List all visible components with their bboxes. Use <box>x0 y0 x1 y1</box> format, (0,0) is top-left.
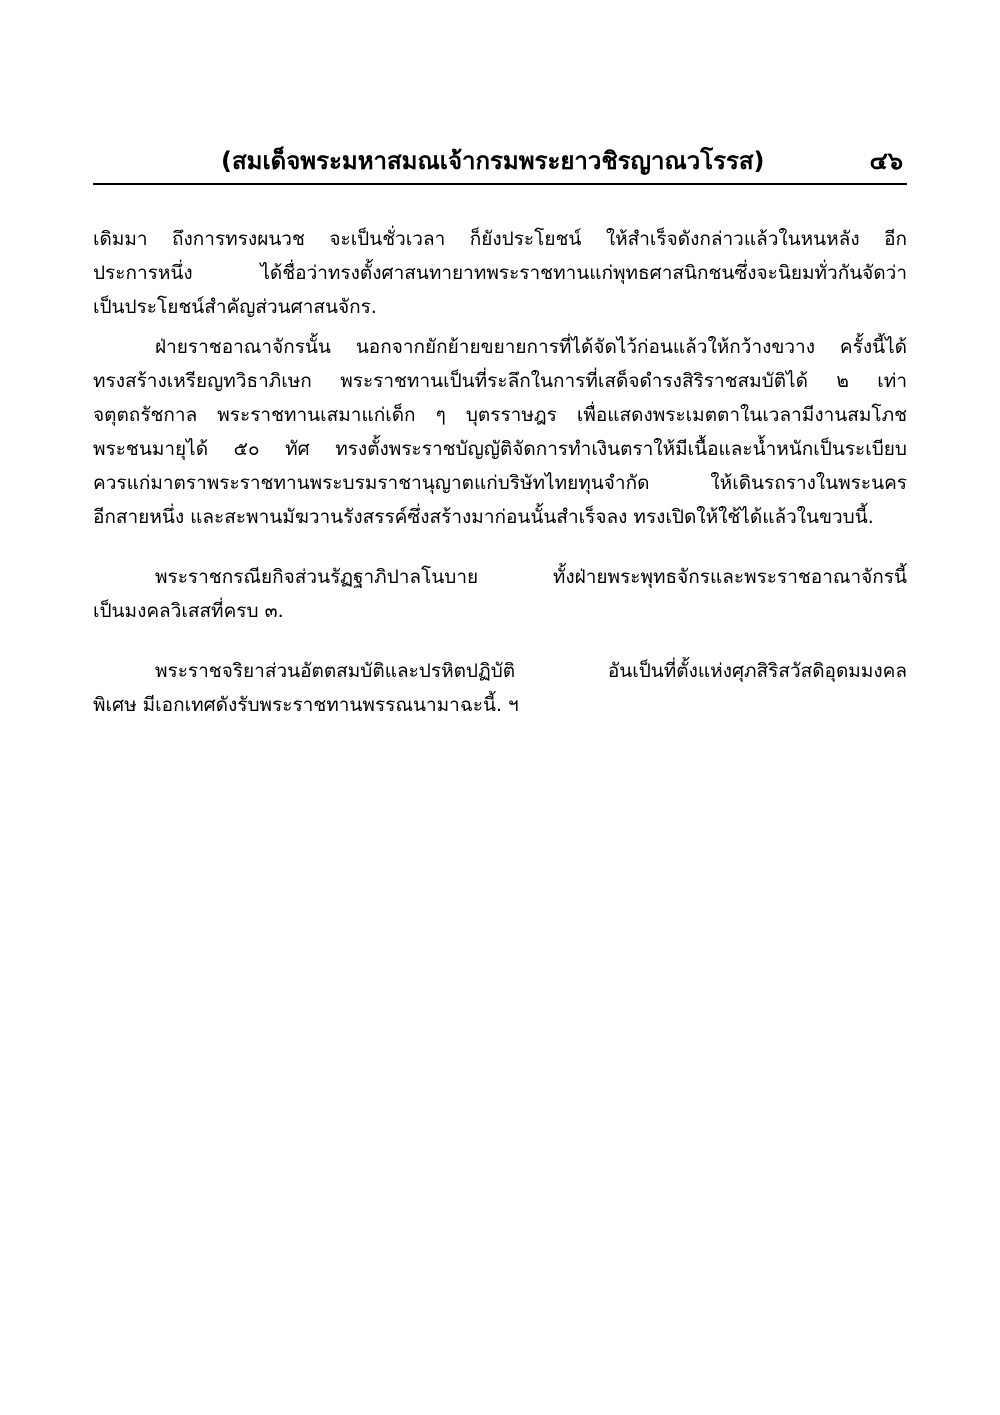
page-header <box>93 143 907 185</box>
text-line: พระราชจริยาส่วนอัตตสมบัติและปรหิตปฏิบัติ อันเป็นที่ตั้งแห่งศุภสิริสวัสดิอุดมมงคล <box>155 660 907 682</box>
paragraph-spacer <box>93 628 907 654</box>
text-line: จตุตถรัชกาล พระราชทานเสมาแก่เด็ก ๆ บุตรราษฎร เพื่อแสดงพระเมตตาในเวลามีงานสมโภช <box>93 404 907 426</box>
text-line: เดิมมา ถึงการทรงผนวช จะเป็นชั่วเวลา ก็ยังประโยชน์ ให้สำเร็จดังกล่าวแล้วในหนหลัง อีก <box>93 228 907 250</box>
paragraph-spacer <box>93 534 907 560</box>
text-line: พระชนมายุได้ ๕๐ ทัศ ทรงตั้งพระราชบัญญัติจัดการทำเงินตราให้มีเนื้อและน้ำหนักเป็นระเบียบ <box>93 438 907 460</box>
paragraph-3 <box>93 560 907 628</box>
text-line: พิเศษ มีเอกเทศดังรับพระราชทานพรรณนามาฉะนี้. ฯ <box>93 694 519 716</box>
text-line: เป็นมงคลวิเสสที่ครบ ๓. <box>93 600 284 622</box>
paragraph-2 <box>93 330 907 534</box>
text-line: อีกสายหนึ่ง และสะพานมัฆวานรังสรรค์ซึ่งสร้างมาก่อนนั้นสำเร็จลง ทรงเปิดให้ใช้ได้แล้วในขวบนี้. <box>93 506 874 528</box>
header-title: (สมเด็จพระมหาสมณเจ้ากรมพระยาวชิรญาณวโรรส) <box>221 147 765 175</box>
text-line: ทรงสร้างเหรียญทวิธาภิเษก พระราชทานเป็นที่ระลึกในการที่เสด็จดำรงสิริราชสมบัติได้ ๒ เท่า <box>93 370 907 392</box>
body-text <box>93 222 907 722</box>
paragraph-1 <box>93 222 907 324</box>
text-line: ประการหนึ่ง ได้ชื่อว่าทรงตั้งศาสนทายาทพระราชทานแก่พุทธศาสนิกชนซึ่งจะนิยมทั่วกันจัดว่า <box>93 262 907 284</box>
text-line: เป็นประโยชน์สำคัญส่วนศาสนจักร. <box>93 296 377 318</box>
page-number: ๔๖ <box>869 147 903 175</box>
text-line: ควรแก่มาตราพระราชทานพระบรมราชานุญาตแก่บริษัทไทยทุนจำกัด ให้เดินรถรางในพระนคร <box>93 472 907 494</box>
text-line: พระราชกรณียกิจส่วนรัฏฐาภิปาลโนบาย ทั้งฝ่ายพระพุทธจักรและพระราชอาณาจักรนี้ <box>155 566 907 588</box>
paragraph-4 <box>93 654 907 722</box>
text-line: ฝ่ายราชอาณาจักรนั้น นอกจากยักย้ายขยายการที่ได้จัดไว้ก่อนแล้วให้กว้างขวาง ครั้งนี้ได้ <box>155 336 907 358</box>
